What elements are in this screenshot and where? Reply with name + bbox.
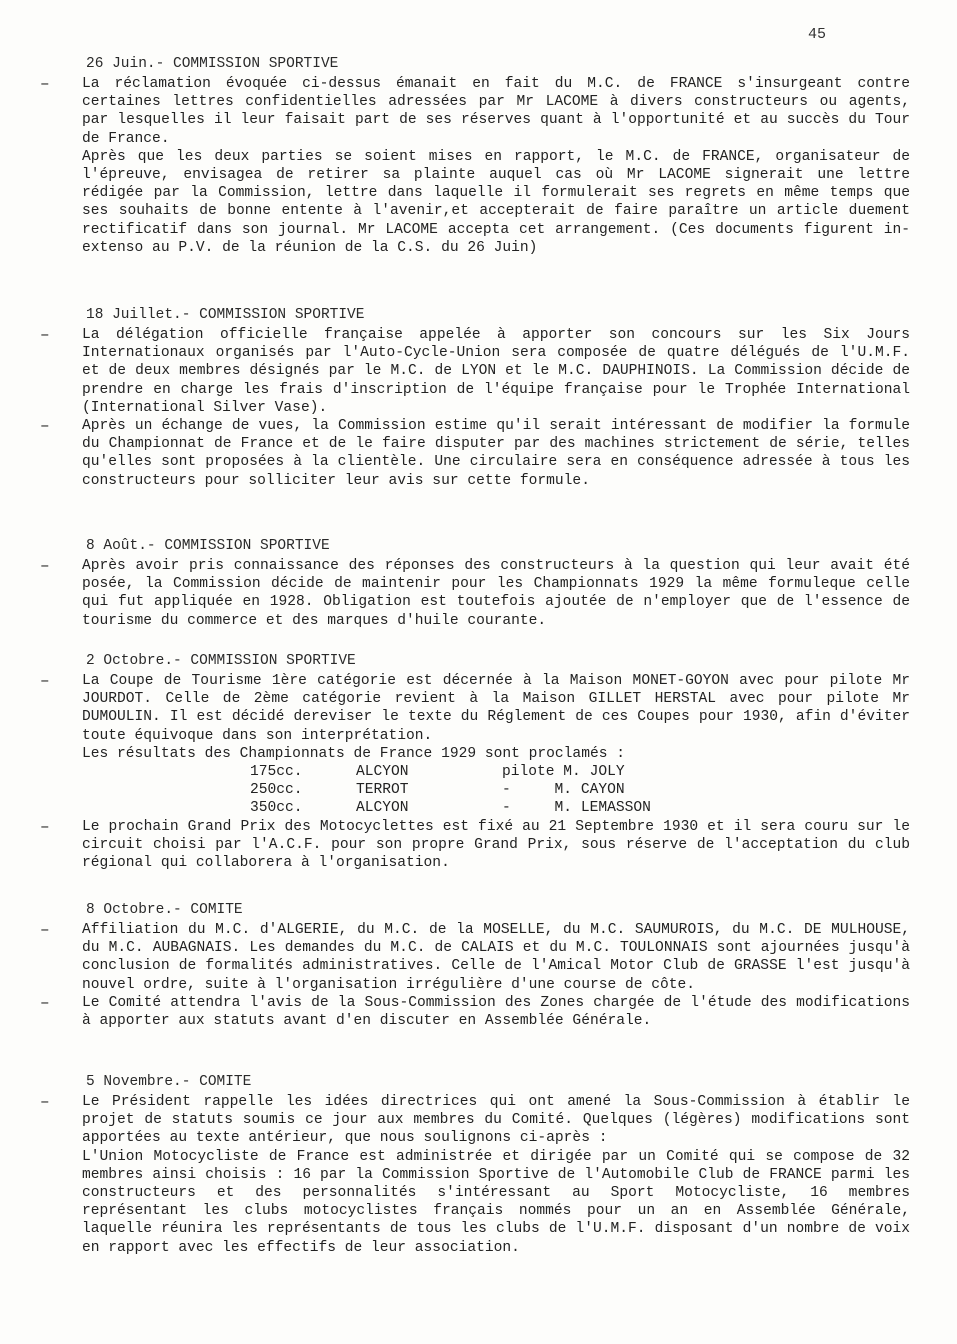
paragraph [40, 994, 910, 1030]
paragraph-text: Le Président rappelle les idées directrices qui ont amené la Sous-Commission à établir le projet de statuts soumis ce jour aux membres du Comité. Quelques (légères) modifications sont apportées au texte antérieur, que nous soulignons ci-après : L'Union Motocycliste de France est administrée et dirigée par un Comité qui se compose de 32 membres ainsi choisis : 16 par la Commission Sportive de l'Automobile Club de FRANCE parmi les constructeurs et des personnalités s'intéressant au Sport Motocycliste, 16 membres représentant les clubs motocyclistes français nommés pour un an en Assemblée Générale, laquelle réunira les représentants de tous les clubs de l'U.M.F. disposant d'un nombre de voix en rapport avec les effectifs de leur association. [82, 1094, 910, 1256]
section-8-aout [40, 537, 910, 630]
result-rider: pilote M. JOLY [502, 764, 625, 781]
paragraph-text: La réclamation évoquée ci-dessus émanait en fait du M.C. de FRANCE s'insurgeant contre certaines lettres confidentielles adressées par Mr LACOME à divers constructeurs ou agents, par lesquelles il leur faisait part de ses réserves quant à l'opportunité et au succès du Tour de France. Après que les deux parties se soient mises en rapport, le M.C. de FRANCE, organisateur de l'épreuve, envisagea de retirer sa plainte auquel cas où Mr LACOME signerait une lettre rédigée par la Commission, lettre dans laquelle il formulerait ses regrets en même temps que ses souhaits de bonne entente à l'avenir,et accepterait de faire paraître un article duement rectificatif dans son journal. Mr LACOME accepta cet arrangement. (Ces documents figurent in-extenso au P.V. de la réunion de la C.S. du 26 Juin) [82, 76, 910, 256]
dash-marker: – [40, 326, 50, 344]
paragraph [40, 557, 910, 630]
paragraph [40, 921, 910, 994]
dash-marker: – [40, 75, 50, 93]
paragraph [40, 672, 910, 763]
result-make: TERROT [356, 782, 409, 799]
paragraph [40, 326, 910, 417]
paragraph [40, 1093, 910, 1257]
dash-marker: – [40, 921, 50, 939]
dash-marker: – [40, 557, 50, 575]
paragraph-text: Le prochain Grand Prix des Motocyclettes est fixé au 21 Septembre 1930 et il sera couru sur le circuit choisi par l'A.C.F. pour son propre Grand Prix, sous réserve de l'acceptation du club régional qui collaborera à l'organisation. [82, 818, 910, 872]
table-row [250, 763, 677, 781]
result-cc: 175cc. [250, 764, 303, 781]
paragraph [40, 75, 910, 257]
table-row [250, 799, 677, 817]
section-heading: 2 Octobre.- COMMISSION SPORTIVE [86, 653, 356, 669]
dash-marker: – [40, 817, 50, 836]
table-row [250, 781, 677, 799]
section-18-juillet [40, 306, 910, 490]
dash-marker: – [40, 1093, 50, 1111]
result-make: ALCYON [356, 800, 409, 817]
section-26-juin [40, 55, 910, 257]
section-heading: 26 Juin.- COMMISSION SPORTIVE [86, 56, 339, 72]
paragraph-text: Après avoir pris connaissance des réponses des constructeurs à la question qui leur avait été posée, la Commission décide de maintenir pour les Championnats 1929 la même formuleque celle qui fut appliquée en 1928. Obligation est toutefois ajoutée de n'employer que de l'essence de tourisme du commerce et des marques d'huile courante. [82, 558, 910, 629]
paragraph [40, 818, 910, 873]
paragraph-text: Après un échange de vues, la Commission estime qu'il serait intéressant de modifier la formule du Championnat de France et de le faire disputer par des machines strictement de série, telles qu'elles sont proposées à la clientèle. Une circulaire sera en conséquence adressée à tous les constructeurs pour solliciter leur avis sur cette formule. [82, 418, 910, 489]
result-make: ALCYON [356, 764, 409, 781]
paragraph-text: Affiliation du M.C. d'ALGERIE, du M.C. de la MOSELLE, du M.C. SAUMUROIS, du M.C. DE MULHOUSE, du M.C. AUBAGNAIS. Les demandes du M.C. de CALAIS et du M.C. TOULONNAIS sont ajournées jusqu'à conclusion de formalités administratives. Celle de l'Amical Motor Club de GRASSE l'est jusqu'à nouvel ordre, suite à l'organisation irrégulière d'une course de côte. [82, 922, 910, 993]
result-cc: 350cc. [250, 800, 303, 817]
dash-marker: – [40, 993, 50, 1012]
championship-results-table [250, 763, 677, 818]
section-8-octobre [40, 901, 910, 1030]
section-heading: 8 Août.- COMMISSION SPORTIVE [86, 538, 330, 554]
section-heading: 5 Novembre.- COMITE [86, 1074, 252, 1090]
result-rider: - M. CAYON [502, 782, 625, 799]
paragraph [40, 417, 910, 490]
result-rider: - M. LEMASSON [502, 800, 651, 817]
dash-marker: – [40, 672, 50, 690]
paragraph-text: La délégation officielle française appelée à apporter son concours sur les Six Jours Internationaux organisés par l'Auto-Cycle-Union sera composée de quatre délégués de l'U.M.F. et de deux membres désignés par le M.C. de LYON et le M.C. DAUPHINOIS. La Commission décide de prendre en charge les frais d'inscription de l'équipe française pour le Trophée International (International Silver Vase). [82, 327, 910, 416]
section-5-novembre [40, 1073, 910, 1257]
dash-marker: – [40, 417, 50, 436]
page-number: 45 [808, 26, 827, 43]
result-cc: 250cc. [250, 782, 303, 799]
section-2-octobre [40, 652, 910, 872]
paragraph-text: Le Comité attendra l'avis de la Sous-Commission des Zones chargée de l'étude des modifications à apporter aux statuts avant d'en discuter en Assemblée Générale. [82, 994, 910, 1030]
section-heading: 8 Octobre.- COMITE [86, 902, 243, 918]
section-heading: 18 Juillet.- COMMISSION SPORTIVE [86, 307, 365, 323]
paragraph-text: La Coupe de Tourisme 1ère catégorie est décernée à la Maison MONET-GOYON avec pour pilote Mr JOURDOT. Celle de 2ème catégorie revient à la Maison GILLET HERSTAL avec pour pilote Mr DUMOULIN. Il est décidé dereviser le texte du Réglement de ces Coupes pour 1930, afin d'éviter toute équivoque dans son interprétation. Les résultats des Championnats de France 1929 sont proclamés : [82, 673, 910, 762]
